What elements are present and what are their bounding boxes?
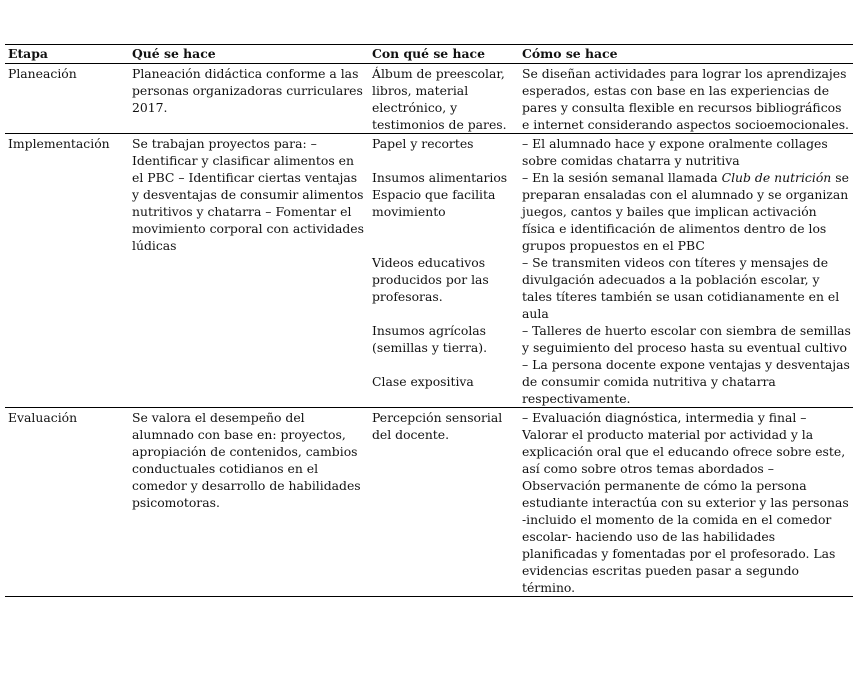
how-cell (519, 134, 853, 408)
stage-cell: Planeación (5, 64, 129, 134)
tool-item: Videos educativos producidos por las profesoras. (372, 255, 489, 304)
table-row (5, 408, 853, 597)
header-how: Cómo se hace (519, 45, 853, 64)
tool-item: Insumos agrícolas (semillas y tierra). (372, 323, 488, 355)
header-row (5, 45, 853, 64)
how-item: Se diseñan actividades para lograr los aprendizajes esperados, estas con base en las experiencias de pares y consulta flexible en recursos bibliográficos e internet considerando aspectos socioemocionales. (522, 66, 849, 132)
header-tools: Con qué se hace (369, 45, 519, 64)
header-stage: Etapa (5, 45, 129, 64)
how-item-text: – En la sesión semanal llamada (522, 170, 718, 185)
header-what: Qué se hace (129, 45, 369, 64)
club-name: Club de nutrición (721, 170, 832, 185)
how-item (522, 169, 851, 254)
how-item: – Talleres de huerto escolar con siembra de semillas y seguimiento del proceso hasta su eventual cultivo (522, 323, 851, 355)
how-item: – El alumnado hace y expone oralmente collages sobre comidas chatarra y nutritiva (522, 136, 828, 168)
tool-item: Clase expositiva (372, 374, 474, 389)
tool-item: Percepción sensorial del docente. (372, 410, 503, 442)
what-cell: Se trabajan proyectos para: – Identificar y clasificar alimentos en el PBC – Identificar ciertas ventajas y desventajas de consumir alimentos nutritivos y chatarra – Fomentar el movimiento corporal con actividades lúdicas (129, 134, 369, 408)
tools-cell (369, 64, 519, 134)
tool-item: Espacio que facilita movimiento (372, 187, 496, 219)
how-item-text: se preparan ensaladas con el alumnado y se organizan juegos, cantos y bailes que implican activación física e identificación de alimentos dentro de los grupos propuestos en el PBC (522, 170, 849, 253)
tool-item: Papel y recortes (372, 136, 474, 151)
how-item: – La persona docente expone ventajas y desventajas de consumir comida nutritiva y chatarra respectivamente. (522, 357, 850, 406)
tools-cell (369, 408, 519, 597)
how-item: – Se transmiten videos con títeres y mensajes de divulgación adecuados a la población escolar, y tales títeres también se usan cotidianamente en el aula (522, 255, 840, 321)
table-row (5, 134, 853, 408)
tools-cell (369, 134, 519, 408)
tool-item: Insumos alimentarios (372, 170, 508, 185)
table-row (5, 64, 853, 134)
what-cell: Se valora el desempeño del alumnado con base en: proyectos, apropiación de contenidos, cambios conductuales cotidianos en el comedor y desarrollo de habilidades psicomotoras. (129, 408, 369, 597)
how-cell (519, 64, 853, 134)
stage-cell: Evaluación (5, 408, 129, 597)
what-cell: Planeación didáctica conforme a las personas organizadoras curriculares 2017. (129, 64, 369, 134)
stage-cell: Implementación (5, 134, 129, 408)
stages-table (5, 44, 853, 597)
how-cell (519, 408, 853, 597)
how-item: – Evaluación diagnóstica, intermedia y final – Valorar el producto material por actividad y la explicación oral que el educando ofrece sobre este, así como sobre otros temas abordados – Observación permanente de cómo la persona estudiante interactúa con su exterior y las personas -incluido el momento de la comida en el comedor escolar- haciendo uso de las habilidades planificadas y fomentadas por el profesorado. Las evidencias escritas pueden pasar a segundo término. (522, 410, 849, 595)
tool-item: Álbum de preescolar, libros, material electrónico, y testimonios de pares. (372, 66, 507, 132)
